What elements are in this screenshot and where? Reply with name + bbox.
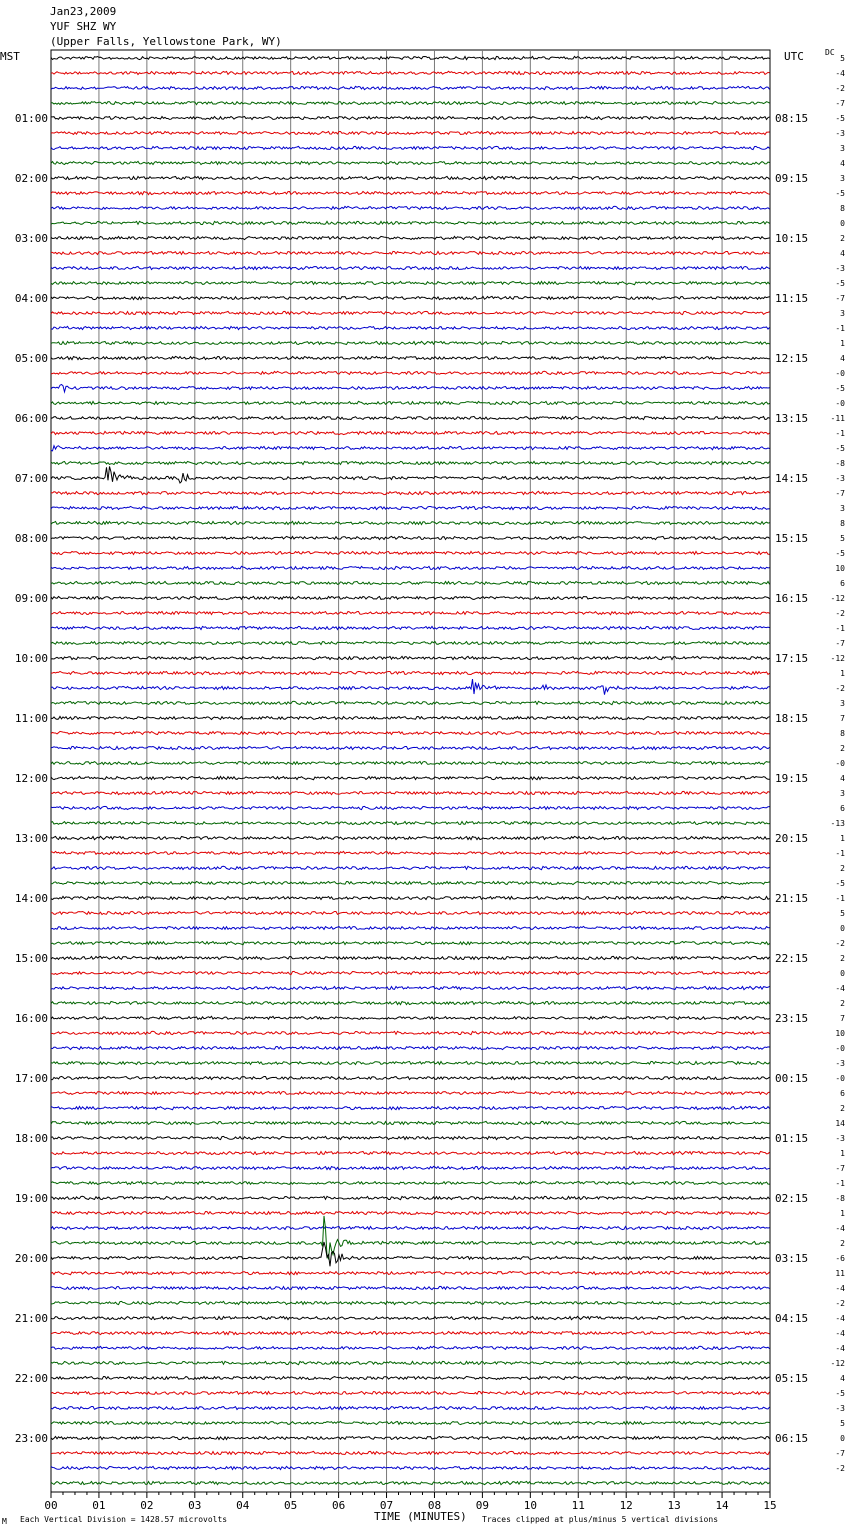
dc-offset-label: -1 bbox=[835, 624, 845, 633]
mst-hour-label: 08:00 bbox=[14, 532, 48, 545]
seismic-trace bbox=[51, 1421, 770, 1424]
left-timezone-label: MST bbox=[0, 50, 20, 63]
mst-hour-label: 01:00 bbox=[14, 112, 48, 125]
seismic-trace bbox=[51, 656, 770, 659]
seismic-trace bbox=[51, 371, 770, 374]
footer-clip-note: Traces clipped at plus/minus 5 vertical divisions bbox=[482, 1515, 719, 1524]
seismic-trace bbox=[51, 132, 770, 135]
seismic-trace bbox=[51, 956, 770, 959]
dc-offset-label: 1 bbox=[840, 1149, 845, 1158]
seismic-trace bbox=[51, 836, 770, 839]
utc-hour-label: 06:15 bbox=[775, 1432, 809, 1445]
seismic-trace bbox=[51, 281, 770, 284]
dc-offset-label: 3 bbox=[840, 789, 845, 798]
utc-hour-label: 14:15 bbox=[775, 472, 809, 485]
dc-offset-label: 1 bbox=[840, 834, 845, 843]
utc-hour-label: 22:15 bbox=[775, 952, 809, 965]
mst-hour-label: 16:00 bbox=[14, 1012, 48, 1025]
seismic-trace bbox=[51, 221, 770, 224]
seismic-trace bbox=[51, 176, 770, 179]
seismic-trace bbox=[51, 716, 770, 719]
dc-offset-label: 6 bbox=[840, 1089, 845, 1098]
seismic-trace bbox=[51, 341, 770, 344]
utc-hour-label: 02:15 bbox=[775, 1192, 809, 1205]
dc-offset-label: 0 bbox=[840, 219, 845, 228]
seismic-trace bbox=[51, 866, 770, 869]
x-tick-label: 12 bbox=[619, 1499, 633, 1512]
utc-hour-label: 01:15 bbox=[775, 1132, 809, 1145]
dc-offset-label: 0 bbox=[840, 1434, 845, 1443]
dc-offset-label: 8 bbox=[840, 729, 845, 738]
seismic-trace bbox=[51, 881, 770, 884]
dc-offset-label: -5 bbox=[835, 114, 845, 123]
seismic-trace bbox=[51, 1331, 770, 1334]
seismic-trace bbox=[51, 596, 770, 599]
seismic-trace bbox=[51, 1181, 770, 1184]
x-tick-label: 08 bbox=[427, 1499, 442, 1512]
dc-offset-label: -3 bbox=[835, 1404, 845, 1413]
seismic-trace bbox=[51, 1136, 770, 1139]
utc-hour-label: 13:15 bbox=[775, 412, 809, 425]
seismic-trace bbox=[51, 1016, 770, 1019]
utc-hour-label: 16:15 bbox=[775, 592, 809, 605]
plot-frame bbox=[51, 50, 770, 1492]
dc-offset-label: 4 bbox=[840, 1374, 845, 1383]
dc-offset-label: -4 bbox=[835, 1329, 845, 1338]
seismic-trace bbox=[51, 506, 770, 509]
dc-offset-label: 1 bbox=[840, 669, 845, 678]
seismic-trace bbox=[51, 941, 770, 944]
dc-offset-label: 3 bbox=[840, 504, 845, 513]
utc-hour-label: 04:15 bbox=[775, 1312, 809, 1325]
seismic-trace bbox=[51, 701, 770, 704]
mst-hour-label: 22:00 bbox=[14, 1372, 48, 1385]
dc-offset-label: -1 bbox=[835, 324, 845, 333]
dc-offset-label: 5 bbox=[840, 54, 845, 63]
dc-offset-label: 2 bbox=[840, 744, 845, 753]
dc-offset-label: -5 bbox=[835, 189, 845, 198]
dc-offset-label: -8 bbox=[835, 459, 845, 468]
dc-offset-label: 7 bbox=[840, 1014, 845, 1023]
dc-offset-label: 2 bbox=[840, 234, 845, 243]
dc-offset-label: -5 bbox=[835, 879, 845, 888]
mst-hour-label: 17:00 bbox=[14, 1072, 48, 1085]
seismic-trace bbox=[51, 1001, 770, 1004]
dc-offset-label: 4 bbox=[840, 354, 845, 363]
dc-offset-label: 3 bbox=[840, 699, 845, 708]
seismic-trace bbox=[51, 385, 770, 392]
seismic-trace bbox=[51, 1121, 770, 1124]
dc-offset-label: -4 bbox=[835, 1284, 845, 1293]
x-tick-label: 01 bbox=[92, 1499, 106, 1512]
dc-offset-label: -3 bbox=[835, 474, 845, 483]
dc-offset-label: -7 bbox=[835, 639, 845, 648]
x-tick-label: 02 bbox=[140, 1499, 154, 1512]
seismic-trace bbox=[51, 926, 770, 929]
utc-hour-label: 11:15 bbox=[775, 292, 809, 305]
dc-offset-label: -7 bbox=[835, 99, 845, 108]
x-tick-label: 00 bbox=[44, 1499, 58, 1512]
seismic-trace bbox=[51, 776, 770, 779]
seismic-trace bbox=[51, 851, 770, 854]
dc-offset-label: -5 bbox=[835, 384, 845, 393]
x-tick-label: 05 bbox=[284, 1499, 298, 1512]
x-tick-label: 04 bbox=[236, 1499, 250, 1512]
dc-offset-label: -5 bbox=[835, 444, 845, 453]
x-tick-label: 14 bbox=[715, 1499, 729, 1512]
dc-offset-label: -0 bbox=[835, 369, 845, 378]
dc-offset-label: -3 bbox=[835, 129, 845, 138]
seismic-trace bbox=[51, 1301, 770, 1304]
right-timezone-label: UTC bbox=[784, 50, 804, 63]
utc-hour-label: 17:15 bbox=[775, 652, 809, 665]
dc-offset-label: 7 bbox=[840, 714, 845, 723]
seismic-trace bbox=[51, 1091, 770, 1094]
seismic-trace bbox=[51, 1046, 770, 1049]
x-tick-label: 10 bbox=[523, 1499, 537, 1512]
dc-offset-label: 11 bbox=[835, 1269, 845, 1278]
dc-offset-label: -7 bbox=[835, 489, 845, 498]
dc-offset-label: -3 bbox=[835, 1059, 845, 1068]
seismic-trace bbox=[51, 71, 770, 74]
dc-offset-label: -1 bbox=[835, 849, 845, 858]
dc-offset-label: -1 bbox=[835, 1179, 845, 1188]
seismic-trace bbox=[51, 1436, 770, 1439]
seismic-trace bbox=[51, 1166, 770, 1169]
seismic-trace bbox=[51, 1391, 770, 1394]
dc-offset-label: -7 bbox=[835, 1449, 845, 1458]
seismic-trace bbox=[51, 626, 770, 629]
dc-offset-label: 6 bbox=[840, 804, 845, 813]
x-tick-label: 06 bbox=[331, 1499, 346, 1512]
seismic-trace bbox=[51, 521, 770, 524]
utc-hour-label: 10:15 bbox=[775, 232, 809, 245]
dc-offset-label: -8 bbox=[835, 1194, 845, 1203]
dc-offset-label: -13 bbox=[830, 819, 845, 828]
seismic-trace bbox=[51, 416, 770, 419]
dc-offset-label: -7 bbox=[835, 294, 845, 303]
seismic-trace bbox=[51, 1286, 770, 1289]
seismic-trace bbox=[51, 679, 770, 695]
mst-hour-label: 04:00 bbox=[14, 292, 48, 305]
seismic-trace bbox=[51, 1196, 770, 1199]
seismic-trace bbox=[51, 251, 770, 254]
footer-mark: M bbox=[2, 1517, 7, 1526]
mst-hour-label: 19:00 bbox=[14, 1192, 48, 1205]
x-tick-label: 15 bbox=[763, 1499, 777, 1512]
mst-hour-label: 20:00 bbox=[14, 1252, 48, 1265]
dc-offset-label: 2 bbox=[840, 1239, 845, 1248]
mst-hour-label: 15:00 bbox=[14, 952, 48, 965]
dc-offset-label: -11 bbox=[830, 414, 845, 423]
dc-offset-label: -5 bbox=[835, 1389, 845, 1398]
seismic-trace bbox=[51, 806, 770, 809]
dc-offset-label: -0 bbox=[835, 759, 845, 768]
dc-offset-label: -1 bbox=[835, 894, 845, 903]
seismic-trace bbox=[51, 611, 770, 614]
seismic-trace bbox=[51, 461, 770, 464]
seismic-trace bbox=[51, 1226, 770, 1229]
mst-hour-label: 12:00 bbox=[14, 772, 48, 785]
mst-hour-label: 03:00 bbox=[14, 232, 48, 245]
utc-hour-label: 08:15 bbox=[775, 112, 809, 125]
seismic-trace bbox=[51, 236, 770, 239]
seismic-trace bbox=[51, 566, 770, 569]
seismic-trace bbox=[51, 896, 770, 899]
x-tick-label: 13 bbox=[667, 1499, 681, 1512]
seismic-trace bbox=[51, 761, 770, 764]
dc-offset-label: 3 bbox=[840, 309, 845, 318]
seismic-trace bbox=[51, 296, 770, 299]
seismic-trace bbox=[51, 581, 770, 584]
dc-offset-label: -2 bbox=[835, 609, 845, 618]
dc-offset-label: -4 bbox=[835, 984, 845, 993]
seismic-trace bbox=[51, 206, 770, 209]
seismic-trace bbox=[51, 1211, 770, 1214]
seismic-trace bbox=[51, 731, 770, 734]
seismic-trace bbox=[51, 161, 770, 164]
seismic-trace bbox=[51, 1242, 770, 1266]
dc-offset-label: -4 bbox=[835, 1344, 845, 1353]
x-tick-label: 03 bbox=[188, 1499, 202, 1512]
dc-offset-label: -2 bbox=[835, 939, 845, 948]
dc-offset-label: 6 bbox=[840, 579, 845, 588]
dc-offset-label: 10 bbox=[835, 564, 845, 573]
mst-hour-label: 02:00 bbox=[14, 172, 48, 185]
x-tick-label: 09 bbox=[475, 1499, 490, 1512]
dc-offset-label: -2 bbox=[835, 684, 845, 693]
seismic-trace bbox=[51, 431, 770, 434]
seismic-trace bbox=[51, 1316, 770, 1319]
utc-hour-label: 21:15 bbox=[775, 892, 809, 905]
seismic-trace bbox=[51, 536, 770, 539]
seismic-trace bbox=[51, 1376, 770, 1379]
seismic-trace bbox=[51, 267, 770, 270]
seismic-trace bbox=[51, 1106, 770, 1109]
seismic-trace bbox=[51, 642, 770, 645]
dc-offset-label: -4 bbox=[835, 1224, 845, 1233]
dc-offset-label: 0 bbox=[840, 924, 845, 933]
x-axis-title: TIME (MINUTES) bbox=[374, 1510, 467, 1523]
dc-offset-label: 14 bbox=[835, 1119, 845, 1128]
dc-offset-label: 1 bbox=[840, 339, 845, 348]
seismic-trace bbox=[51, 986, 770, 989]
seismic-trace bbox=[51, 1061, 770, 1064]
dc-offset-label: 2 bbox=[840, 1104, 845, 1113]
footer-scale-note: Each Vertical Division = 1428.57 microvolts bbox=[20, 1515, 228, 1524]
seismic-trace bbox=[51, 1451, 770, 1454]
dc-offset-label: 2 bbox=[840, 954, 845, 963]
seismic-trace bbox=[51, 56, 770, 59]
mst-hour-label: 13:00 bbox=[14, 832, 48, 845]
dc-offset-label: -0 bbox=[835, 1044, 845, 1053]
dc-offset-label: -5 bbox=[835, 279, 845, 288]
seismic-trace bbox=[51, 86, 770, 89]
seismic-trace bbox=[51, 1361, 770, 1364]
dc-offset-label: 5 bbox=[840, 909, 845, 918]
seismic-trace bbox=[51, 746, 770, 749]
dc-offset-label: 5 bbox=[840, 534, 845, 543]
dc-offset-label: 0 bbox=[840, 969, 845, 978]
utc-hour-label: 18:15 bbox=[775, 712, 809, 725]
dc-offset-label: 8 bbox=[840, 519, 845, 528]
utc-hour-label: 23:15 bbox=[775, 1012, 809, 1025]
seismic-trace bbox=[51, 446, 770, 451]
utc-hour-label: 05:15 bbox=[775, 1372, 809, 1385]
dc-offset-label: -5 bbox=[835, 549, 845, 558]
seismic-trace bbox=[51, 971, 770, 974]
seismic-trace bbox=[51, 551, 770, 554]
dc-offset-label: -4 bbox=[835, 69, 845, 78]
seismic-trace bbox=[51, 326, 770, 329]
seismic-trace bbox=[51, 146, 770, 149]
dc-offset-label: 3 bbox=[840, 174, 845, 183]
seismic-trace bbox=[51, 1466, 770, 1469]
seismic-trace bbox=[51, 1271, 770, 1274]
seismic-trace bbox=[51, 1407, 770, 1410]
seismic-trace bbox=[51, 671, 770, 674]
seismic-trace bbox=[51, 1031, 770, 1034]
dc-offset-label: 3 bbox=[840, 144, 845, 153]
utc-hour-label: 09:15 bbox=[775, 172, 809, 185]
mst-hour-label: 23:00 bbox=[14, 1432, 48, 1445]
mst-hour-label: 18:00 bbox=[14, 1132, 48, 1145]
seismic-trace bbox=[51, 491, 770, 494]
dc-offset-label: 10 bbox=[835, 1029, 845, 1038]
utc-hour-label: 00:15 bbox=[775, 1072, 809, 1085]
seismic-trace bbox=[51, 791, 770, 794]
dc-offset-label: -7 bbox=[835, 1164, 845, 1173]
seismic-trace bbox=[51, 1346, 770, 1349]
seismic-trace bbox=[51, 822, 770, 825]
utc-hour-label: 03:15 bbox=[775, 1252, 809, 1265]
x-tick-label: 11 bbox=[571, 1499, 585, 1512]
dc-offset-label: 4 bbox=[840, 774, 845, 783]
dc-offset-label: 2 bbox=[840, 864, 845, 873]
seismic-trace bbox=[51, 116, 770, 119]
seismic-trace bbox=[51, 1151, 770, 1154]
mst-hour-label: 05:00 bbox=[14, 352, 48, 365]
dc-offset-label: -1 bbox=[835, 429, 845, 438]
station-label: YUF SHZ WY bbox=[50, 20, 117, 33]
dc-offset-label: -0 bbox=[835, 399, 845, 408]
dc-offset-label: 8 bbox=[840, 204, 845, 213]
seismic-trace bbox=[51, 1076, 770, 1079]
dc-offset-label: -2 bbox=[835, 84, 845, 93]
dc-offset-label: 4 bbox=[840, 159, 845, 168]
dc-offset-label: -2 bbox=[835, 1299, 845, 1308]
dc-offset-label: 2 bbox=[840, 999, 845, 1008]
dc-offset-label: -4 bbox=[835, 1314, 845, 1323]
utc-hour-label: 12:15 bbox=[775, 352, 809, 365]
dc-label: DC bbox=[825, 48, 835, 57]
dc-offset-label: -12 bbox=[830, 1359, 845, 1368]
mst-hour-label: 11:00 bbox=[14, 712, 48, 725]
seismic-trace bbox=[51, 401, 770, 404]
mst-hour-label: 07:00 bbox=[14, 472, 48, 485]
dc-offset-label: -3 bbox=[835, 1134, 845, 1143]
dc-offset-label: -3 bbox=[835, 264, 845, 273]
utc-hour-label: 15:15 bbox=[775, 532, 809, 545]
mst-hour-label: 21:00 bbox=[14, 1312, 48, 1325]
mst-hour-label: 14:00 bbox=[14, 892, 48, 905]
location-label: (Upper Falls, Yellowstone Park, WY) bbox=[50, 35, 282, 48]
seismic-trace bbox=[51, 311, 770, 314]
utc-hour-label: 19:15 bbox=[775, 772, 809, 785]
seismic-trace bbox=[51, 466, 770, 483]
dc-offset-label: -12 bbox=[830, 654, 845, 663]
dc-offset-label: -0 bbox=[835, 1074, 845, 1083]
dc-offset-label: 5 bbox=[840, 1419, 845, 1428]
dc-offset-label: 1 bbox=[840, 1209, 845, 1218]
x-tick-label: 07 bbox=[379, 1499, 394, 1512]
date-label: Jan23,2009 bbox=[50, 5, 117, 18]
dc-offset-label: 4 bbox=[840, 249, 845, 258]
mst-hour-label: 10:00 bbox=[14, 652, 48, 665]
utc-hour-label: 20:15 bbox=[775, 832, 809, 845]
seismic-trace bbox=[51, 356, 770, 359]
dc-offset-label: -12 bbox=[830, 594, 845, 603]
seismic-trace bbox=[51, 1216, 770, 1259]
seismic-trace bbox=[51, 1481, 770, 1484]
seismic-trace bbox=[51, 191, 770, 194]
seismic-trace bbox=[51, 102, 770, 105]
seismic-trace bbox=[51, 911, 770, 914]
mst-hour-label: 06:00 bbox=[14, 412, 48, 425]
dc-offset-label: -6 bbox=[835, 1254, 845, 1263]
dc-offset-label: -2 bbox=[835, 1464, 845, 1473]
mst-hour-label: 09:00 bbox=[14, 592, 48, 605]
